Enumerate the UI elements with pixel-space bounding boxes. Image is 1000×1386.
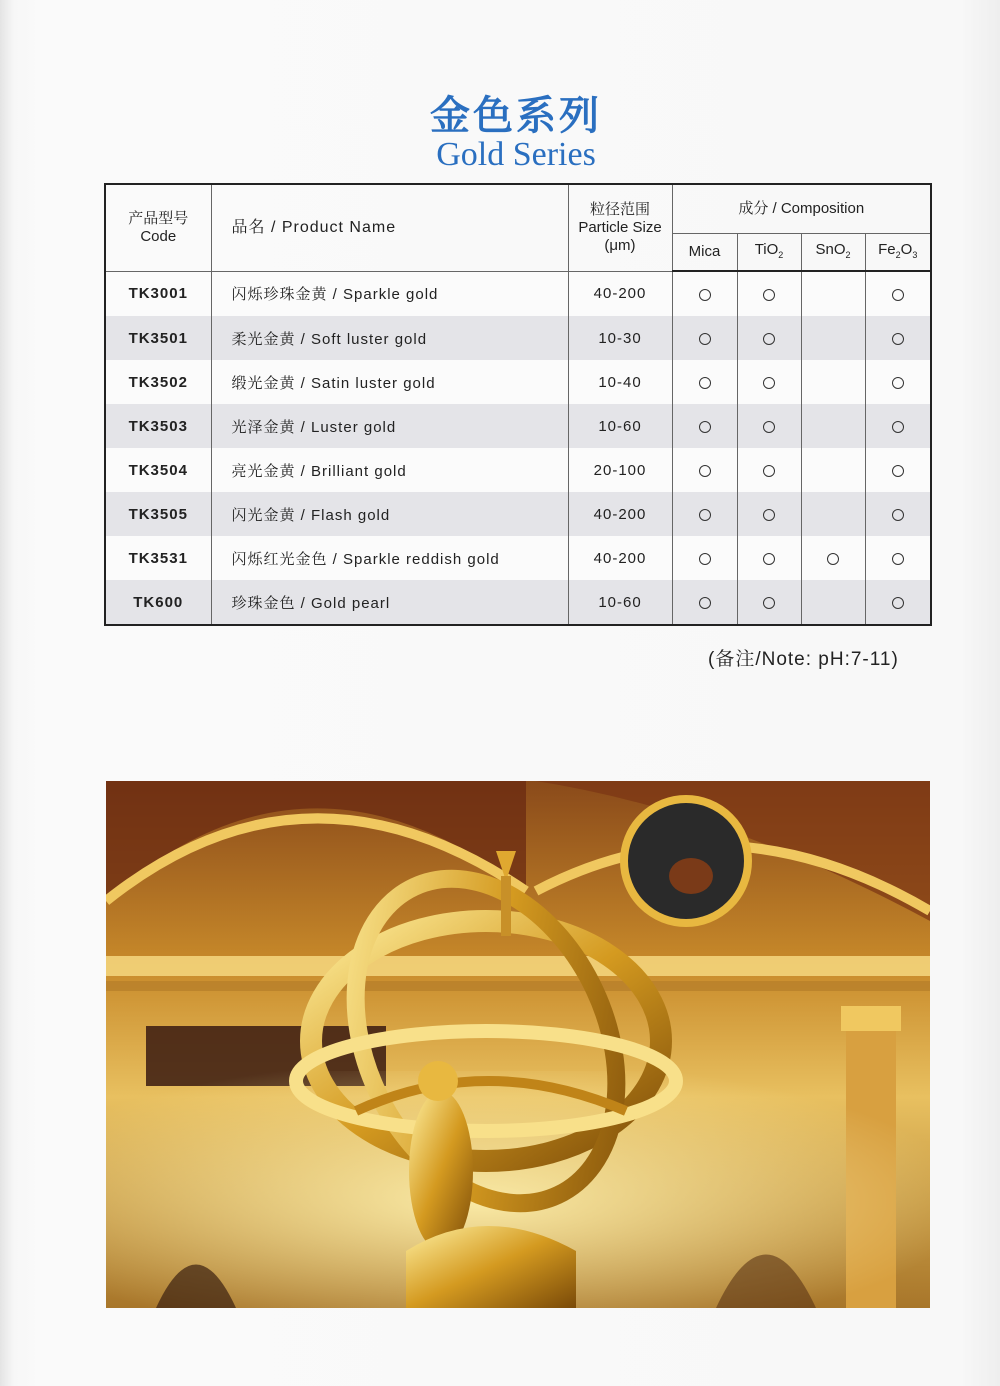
fe2o3-cell: [865, 580, 931, 625]
mica-cell: [672, 448, 737, 492]
size-header-unit: (μm): [604, 236, 636, 254]
composition-mark-icon: [763, 333, 775, 345]
tio2-cell: [737, 448, 801, 492]
product-table: [104, 183, 932, 626]
hotel-interior-photo: [106, 781, 930, 1308]
product-name: 亮光金黄 / Brilliant gold: [211, 448, 568, 492]
fe2o3-cell: [865, 536, 931, 580]
composition-mark-icon: [892, 377, 904, 389]
product-code: TK600: [105, 580, 211, 625]
composition-mark-icon: [699, 333, 711, 345]
table-row: [105, 536, 931, 580]
composition-mark-icon: [763, 597, 775, 609]
tio2-label: TiO: [754, 240, 779, 258]
page-title-en: Gold Series: [436, 136, 596, 173]
product-name: 闪烁红光金色 / Sparkle reddish gold: [211, 536, 568, 580]
tio2-cell: [737, 536, 801, 580]
sno2-cell: [801, 448, 865, 492]
composition-mark-icon: [892, 333, 904, 345]
composition-mark-icon: [892, 421, 904, 433]
composition-mark-icon: [763, 553, 775, 565]
fe2o3-subscript-1: 2: [895, 249, 901, 260]
sno2-cell: [801, 580, 865, 625]
composition-mark-icon: [763, 377, 775, 389]
sno2-label: SnO: [815, 240, 846, 258]
particle-size: 20-100: [568, 448, 672, 492]
composition-mark-icon: [763, 289, 775, 301]
size-header-cn: 粒径范围: [589, 200, 650, 218]
composition-mark-icon: [699, 289, 711, 301]
product-code: TK3503: [105, 404, 211, 448]
composition-header: 成分 / Composition: [672, 184, 931, 234]
composition-mark-icon: [699, 509, 711, 521]
table-row: [105, 316, 931, 360]
mica-cell: [672, 492, 737, 536]
page-title-cn: 金色系列: [430, 92, 602, 139]
table-body: [105, 271, 931, 625]
sno2-header: [801, 234, 865, 272]
sno2-cell: [801, 271, 865, 316]
product-name: 光泽金黄 / Luster gold: [211, 404, 568, 448]
composition-mark-icon: [699, 465, 711, 477]
mica-cell: [672, 404, 737, 448]
tio2-cell: [737, 271, 801, 316]
sno2-cell: [801, 492, 865, 536]
tio2-cell: [737, 316, 801, 360]
table-row: [105, 580, 931, 625]
code-header-cn: 产品型号: [128, 209, 189, 227]
table-row: [105, 271, 931, 316]
fe2o3-cell: [865, 448, 931, 492]
size-header: [568, 184, 672, 271]
composition-mark-icon: [892, 553, 904, 565]
name-header: 品名 / Product Name: [211, 184, 568, 271]
product-code: TK3531: [105, 536, 211, 580]
sno2-cell: [801, 536, 865, 580]
table-row: [105, 360, 931, 404]
size-header-en: Particle Size: [578, 218, 662, 236]
particle-size: 10-30: [568, 316, 672, 360]
code-header-en: Code: [140, 227, 177, 245]
sno2-cell: [801, 316, 865, 360]
product-code: TK3502: [105, 360, 211, 404]
tio2-subscript: 2: [778, 249, 784, 260]
fe2o3-cell: [865, 492, 931, 536]
composition-mark-icon: [699, 597, 711, 609]
product-name: 闪光金黄 / Flash gold: [211, 492, 568, 536]
table-row: [105, 448, 931, 492]
table-row: [105, 404, 931, 448]
particle-size: 10-40: [568, 360, 672, 404]
product-code: TK3001: [105, 271, 211, 316]
sno2-cell: [801, 360, 865, 404]
particle-size: 40-200: [568, 271, 672, 316]
product-name: 闪烁珍珠金黄 / Sparkle gold: [211, 271, 568, 316]
sno2-cell: [801, 404, 865, 448]
fe2o3-cell: [865, 360, 931, 404]
tio2-cell: [737, 580, 801, 625]
product-code: TK3501: [105, 316, 211, 360]
ph-note: (备注/Note: pH:7-11): [708, 649, 899, 670]
composition-mark-icon: [892, 289, 904, 301]
tio2-cell: [737, 404, 801, 448]
table-row: [105, 492, 931, 536]
composition-mark-icon: [699, 421, 711, 433]
composition-mark-icon: [699, 553, 711, 565]
composition-mark-icon: [763, 421, 775, 433]
mica-header: Mica: [672, 234, 737, 272]
composition-mark-icon: [763, 465, 775, 477]
product-code: TK3505: [105, 492, 211, 536]
product-name: 珍珠金色 / Gold pearl: [211, 580, 568, 625]
fe2o3-label-b: O: [900, 240, 913, 258]
code-header: [105, 184, 211, 271]
mica-cell: [672, 316, 737, 360]
sno2-subscript: 2: [845, 249, 851, 260]
tio2-cell: [737, 492, 801, 536]
fe2o3-cell: [865, 271, 931, 316]
particle-size: 40-200: [568, 536, 672, 580]
composition-mark-icon: [892, 597, 904, 609]
fe2o3-cell: [865, 404, 931, 448]
product-code: TK3504: [105, 448, 211, 492]
composition-mark-icon: [763, 509, 775, 521]
fe2o3-subscript-2: 3: [912, 249, 918, 260]
fe2o3-header: [865, 234, 931, 272]
product-name: 缎光金黄 / Satin luster gold: [211, 360, 568, 404]
armillary-sphere-photo-illustration: [106, 781, 930, 1308]
tio2-cell: [737, 360, 801, 404]
product-name: 柔光金黄 / Soft luster gold: [211, 316, 568, 360]
tio2-header: [737, 234, 801, 272]
composition-mark-icon: [827, 553, 839, 565]
mica-cell: [672, 360, 737, 404]
particle-size: 10-60: [568, 404, 672, 448]
composition-mark-icon: [699, 377, 711, 389]
composition-mark-icon: [892, 465, 904, 477]
mica-cell: [672, 271, 737, 316]
mica-cell: [672, 536, 737, 580]
particle-size: 10-60: [568, 580, 672, 625]
fe2o3-label-a: Fe: [878, 240, 896, 258]
composition-mark-icon: [892, 509, 904, 521]
fe2o3-cell: [865, 316, 931, 360]
particle-size: 40-200: [568, 492, 672, 536]
mica-cell: [672, 580, 737, 625]
